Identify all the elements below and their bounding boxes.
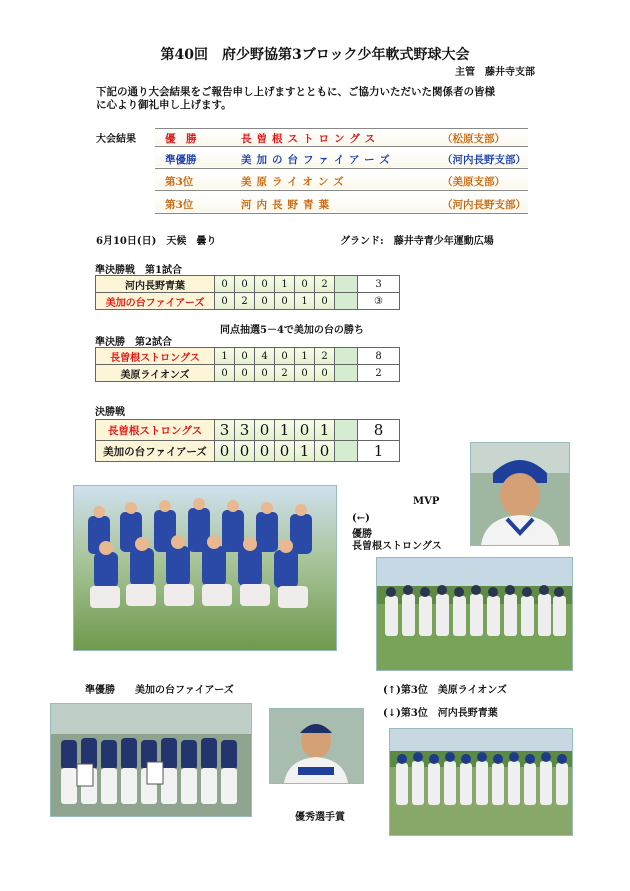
runner-up-photo [50,703,252,817]
score-cell: 1 [295,441,315,462]
score-cell: 0 [275,348,295,365]
intro-text [96,86,546,112]
score-cell: 0 [295,365,315,382]
score-cell: 2 [275,365,295,382]
page-title: 第40回 府少野協第3ブロック少年軟式野球大会 [160,47,470,63]
score-team: 美加の台ファイアーズ [96,293,215,310]
result-team: 河内長野青葉 [241,199,334,211]
result-row [155,129,528,146]
result-team: 長曽根ストロングス [241,133,381,145]
score-total: 2 [358,365,400,382]
caption-runner-up: 準優勝 美加の台ファイアーズ [85,685,234,696]
score-cell: 0 [215,293,235,310]
score-team: 長曽根ストロングス [96,348,215,365]
third-place-photo-upper [376,557,573,671]
score-cell: 1 [295,348,315,365]
score-cell: 2 [315,348,335,365]
scoreboard-semifinal-1 [95,275,400,310]
score-total: 1 [358,441,400,462]
score-row [96,441,400,462]
score-total: 3 [358,276,400,293]
third-place-photo-lower [389,728,573,836]
score-total: ③ [358,293,400,310]
score-row [96,420,400,441]
divider [155,190,528,191]
score-cell [335,348,358,365]
score-cell [335,441,358,462]
score-cell: 3 [235,420,255,441]
score-cell: 0 [275,293,295,310]
score-cell: 1 [215,348,235,365]
score-cell: 0 [315,441,335,462]
game-heading: 準決勝戦 第1試合 [95,265,182,276]
game-heading: 準決勝 第2試合 [95,337,172,348]
score-cell: 0 [315,293,335,310]
scoreboard-semifinal-2 [95,347,400,382]
champion-team-photo [73,485,337,651]
organizer: 主管 藤井寺支部 [455,67,535,78]
score-cell: 3 [215,420,235,441]
score-cell [335,293,358,310]
result-rank: 第3位 [165,199,194,211]
result-row [155,150,528,167]
score-cell: 4 [255,348,275,365]
score-cell: 2 [235,293,255,310]
score-cell: 0 [235,365,255,382]
results-label: 大会結果 [96,134,136,145]
score-cell: 1 [275,420,295,441]
ground: グランド: 藤井寺青少年運動広場 [340,236,494,247]
score-cell: 0 [215,365,235,382]
score-cell [335,276,358,293]
result-team: 美加の台ファイアーズ [241,154,395,166]
result-branch: （河内長野支部） [442,154,526,166]
result-branch: （美原支部） [442,176,505,188]
score-cell: 0 [295,420,315,441]
score-cell: 1 [295,293,315,310]
score-cell: 0 [235,348,255,365]
divider [155,168,528,169]
result-row [155,172,528,189]
score-team: 河内長野青葉 [96,276,215,293]
scoreboard-final [95,419,400,462]
best-player-photo [269,708,364,784]
score-total: 8 [358,348,400,365]
score-cell: 1 [275,276,295,293]
caption-third-up: (↑)第3位 美原ライオンズ [383,685,507,696]
caption-best-player: 優秀選手賞 [295,812,345,823]
caption-third-down: (↓)第3位 河内長野青葉 [383,708,498,719]
score-cell: 0 [215,276,235,293]
caption-mvp: MVP [413,496,440,507]
score-cell: 0 [255,420,275,441]
score-team: 美加の台ファイアーズ [96,441,215,462]
mvp-photo [470,442,570,546]
score-total: 8 [358,420,400,441]
result-team: 美原ライオンズ [241,176,349,188]
score-row [96,293,400,310]
score-team: 美原ライオンズ [96,365,215,382]
score-cell [335,365,358,382]
game-heading: 決勝戦 [95,407,125,418]
score-cell: 1 [315,420,335,441]
date-weather: 6月10日(日) 天候 曇り [96,236,217,247]
intro-line: 下記の通り大会結果をご報告申し上げますとともに、ご協力いただいた関係者の皆様 [96,86,495,98]
intro-line: に心より御礼申し上げます。 [96,99,232,111]
score-row [96,276,400,293]
score-row [96,365,400,382]
score-cell: 2 [315,276,335,293]
result-rank: 準優勝 [165,154,197,166]
score-cell: 0 [235,276,255,293]
caption-champion-a: 優勝 [352,529,372,540]
divider [155,146,528,147]
result-branch: （河内長野支部） [442,199,526,211]
score-cell: 0 [215,441,235,462]
score-cell [335,420,358,441]
score-cell: 0 [255,365,275,382]
score-cell: 0 [295,276,315,293]
score-cell: 0 [255,441,275,462]
score-cell: 0 [255,293,275,310]
score-cell: 0 [275,441,295,462]
caption-champion-b: 長曽根ストロングス [352,541,442,552]
divider [155,213,528,214]
score-team: 長曽根ストロングス [96,420,215,441]
result-row [155,195,528,212]
result-rank: 優 勝 [165,133,197,145]
score-cell: 0 [315,365,335,382]
score-cell: 0 [255,276,275,293]
result-rank: 第3位 [165,176,194,188]
caption-arrow: (←) [352,513,370,524]
result-branch: （松原支部） [442,133,505,145]
score-cell: 0 [235,441,255,462]
game-note: 同点抽選5－4で美加の台の勝ち [220,325,364,336]
score-row [96,348,400,365]
